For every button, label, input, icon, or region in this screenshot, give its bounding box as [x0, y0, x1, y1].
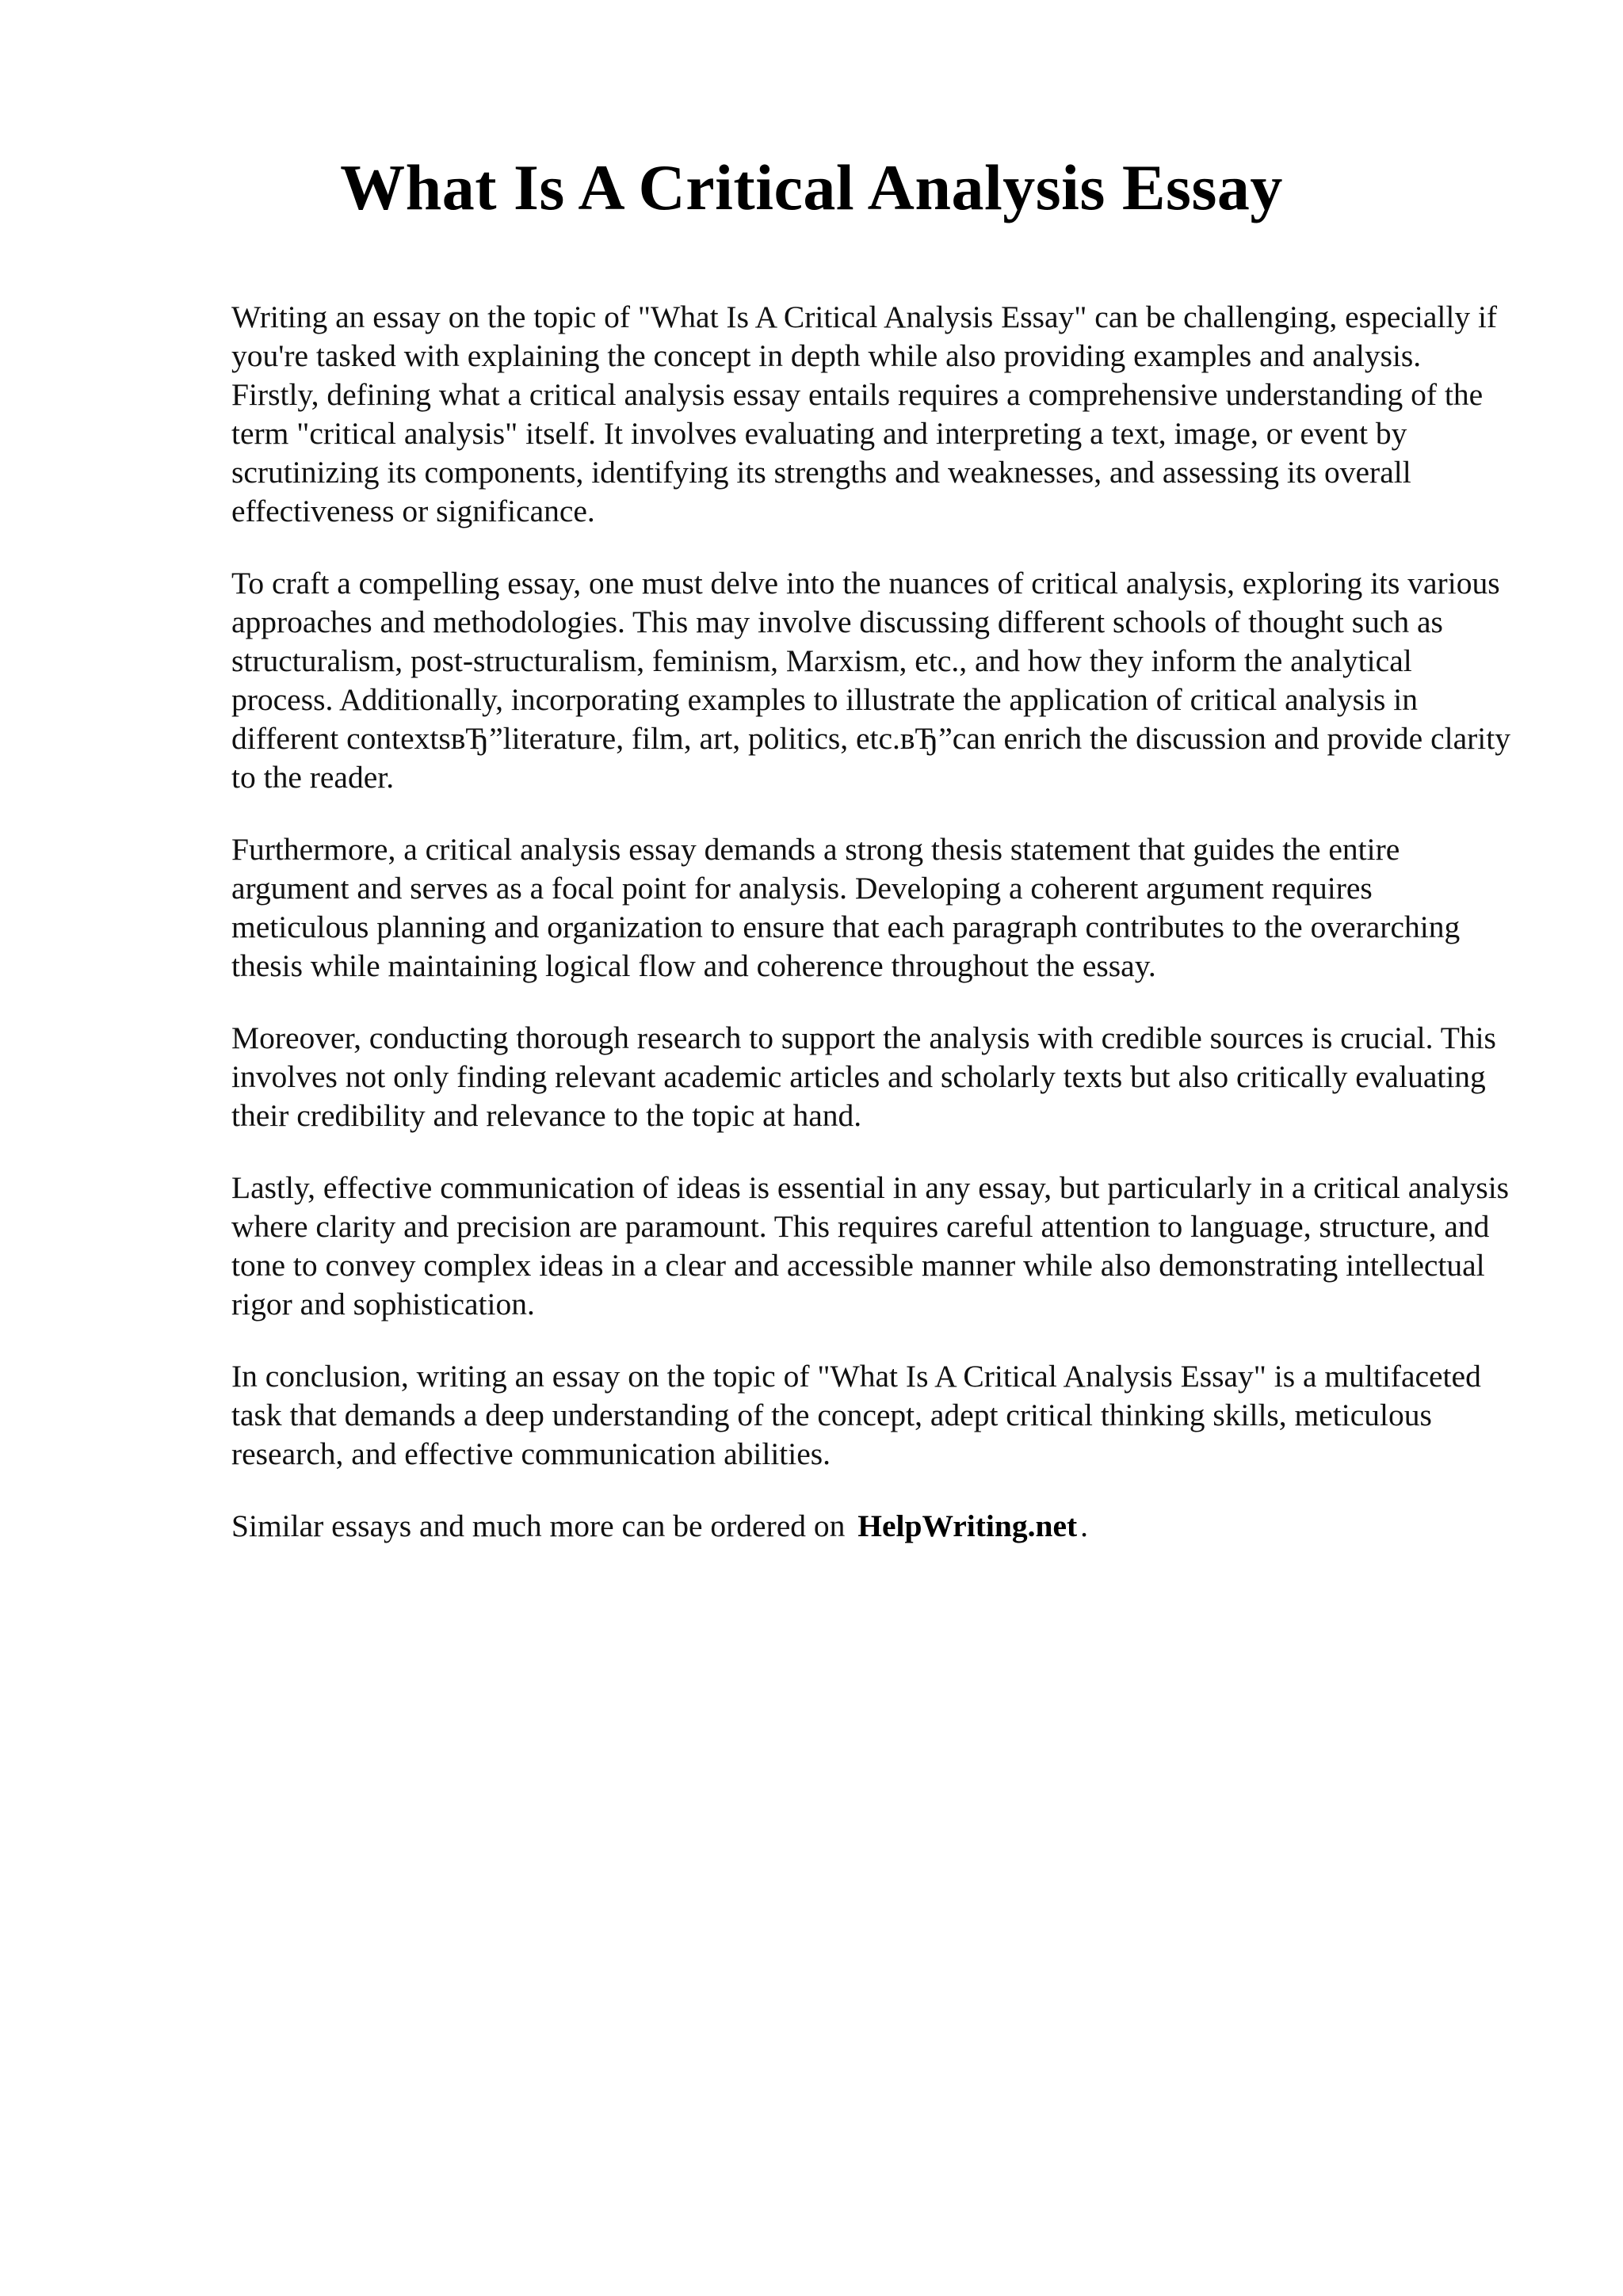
footer-line	[231, 1507, 1515, 1546]
essay-body	[231, 298, 1515, 1546]
paragraph-4: Moreover, conducting thorough research to support the analysis with credible sources is crucial. This involves not only finding relevant academic articles and scholarly texts but also critically evaluating their credibility and relevance to the topic at hand.	[231, 1020, 1496, 1133]
helpwriting-link[interactable]: HelpWriting.net	[857, 1508, 1078, 1543]
paragraph-3: Furthermore, a critical analysis essay demands a strong thesis statement that guides the entire argument and serves as a focal point for analysis. Developing a coherent argument requires meticulous planning and organization to ensure that each paragraph contributes to the overarching thesis while maintaining logical flow and coherence throughout the essay.	[231, 832, 1461, 983]
footer-text: Similar essays and much more can be ordered on	[231, 1508, 846, 1543]
paragraph-5: Lastly, effective communication of ideas is essential in any essay, but particularly in a critical analysis where clarity and precision are paramount. This requires careful attention to language, structure, and tone to convey complex ideas in a clear and accessible manner while also demonstrating intellectual rigor and sophistication.	[231, 1170, 1510, 1322]
footer-period: .	[1080, 1508, 1089, 1543]
page-title: What Is A Critical Analysis Essay	[340, 151, 1283, 223]
paragraph-2: To craft a compelling essay, one must delve into the nuances of critical analysis, exploring its various approaches and methodologies. This may involve discussing different schools of thought such as structuralism, post-structuralism, feminism, Marxism, etc., and how they inform the analytical process. Additionally, incorporating examples to illustrate the application of critical analysis in different contextsвЂ”literature, film, art, politics, etc.вЂ”can enrich the discussion and provide clarity to the reader.	[231, 566, 1510, 795]
paragraph-6: In conclusion, writing an essay on the topic of "What Is A Critical Analysis Essay" is a multifaceted task that demands a deep understanding of the concept, adept critical thinking skills, meticulous research, and effective communication abilities.	[231, 1359, 1481, 1471]
paragraph-1: Writing an essay on the topic of "What Is A Critical Analysis Essay" can be challenging, especially if you're tasked with explaining the concept in depth while also providing examples and analysis. Firstly, defining what a critical analysis essay entails requires a comprehensive understanding of the term "critical analysis" itself. It involves evaluating and interpreting a text, image, or event by scrutinizing its components, identifying its strengths and weaknesses, and assessing its overall effectiveness or significance.	[231, 299, 1498, 528]
